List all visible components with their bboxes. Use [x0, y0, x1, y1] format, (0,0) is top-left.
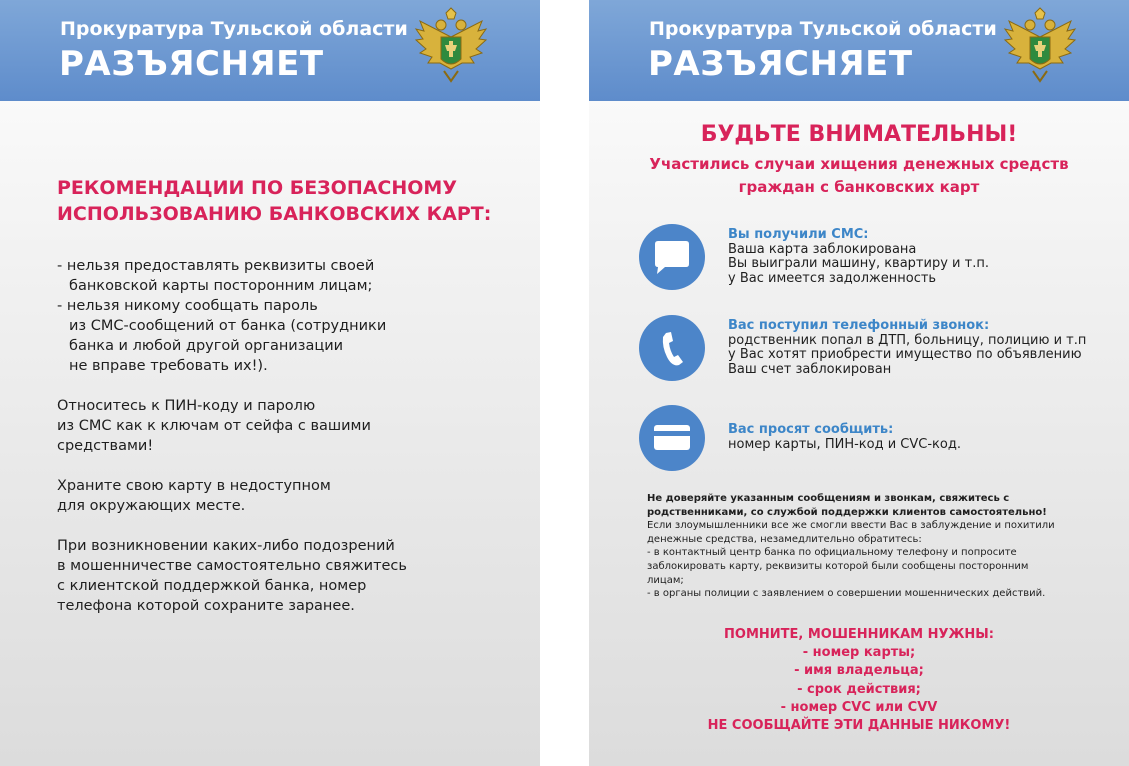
paragraph-line: Относитесь к ПИН-коду и паролю — [57, 398, 316, 414]
request-block — [728, 423, 1108, 452]
warning-bold-line: Не доверяйте указанным сообщениям и звонкам, свяжитесь с — [647, 493, 1010, 504]
left-leaflet-page — [0, 0, 540, 766]
phone-handset-icon — [639, 315, 705, 381]
rule-line: из СМС-сообщений от банка (сотрудники — [69, 318, 387, 334]
header-banner — [0, 0, 540, 101]
rule-line: - нельзя предоставлять реквизиты своей — [57, 258, 375, 274]
remember-line: - номер карты; — [802, 645, 916, 661]
block-line: у Вас имеется задолженность — [728, 270, 937, 286]
paragraph-store-card — [57, 476, 517, 516]
subtitle-line: Участились случаи хищения денежных средств — [649, 155, 1069, 173]
warning-line: - в органы полиции с заявлением о совершении мошеннических действий. — [647, 588, 1046, 600]
remember-line: - имя владельца; — [794, 663, 924, 679]
block-heading: Вы получили СМС: — [728, 227, 869, 242]
remember-line: - срок действия; — [797, 681, 921, 697]
eagle-emblem-icon — [1003, 7, 1077, 87]
remember-line: - номер CVC или CVV — [780, 699, 938, 715]
paragraph-line: с клиентской поддержкой банка, номер — [57, 578, 367, 594]
paragraph-pin — [57, 396, 517, 456]
warning-bold-line: родственниками, со службой поддержки клиентов самостоятельно! — [647, 506, 1047, 518]
paragraph-line: При возникновении каких-либо подозрений — [57, 538, 395, 554]
warning-line: денежные средства, незамедлительно обратитесь: — [647, 533, 922, 545]
rules-list — [57, 256, 517, 376]
sms-block — [728, 228, 1108, 286]
paragraph-line: из СМС как к ключам от сейфа с вашими — [57, 418, 371, 434]
paragraph-line: средствами! — [57, 438, 154, 454]
remember-line: ПОМНИТЕ, МОШЕННИКАМ НУЖНЫ: — [724, 627, 994, 642]
rule-line: банка и любой другой организации — [69, 338, 344, 354]
rule-line: банковской карты посторонним лицам; — [69, 278, 373, 294]
left-title-line: ИСПОЛЬЗОВАНИЮ БАНКОВСКИХ КАРТ: — [57, 203, 492, 225]
warning-line: заблокировать карту, реквизиты которой были сообщены посторонним — [647, 560, 1029, 572]
block-line: Ваш счет заблокирован — [728, 361, 892, 377]
block-line: родственник попал в ДТП, больницу, полицию и т.п — [728, 332, 1087, 348]
rule-line: не вправе требовать их!). — [69, 358, 268, 374]
right-leaflet-page — [589, 0, 1129, 766]
header-action: РАЗЪЯСНЯЕТ — [648, 44, 913, 84]
subtitle-line: граждан с банковских карт — [738, 178, 980, 196]
paragraph-line: телефона которой сохраните заранее. — [57, 598, 355, 614]
header-action: РАЗЪЯСНЯЕТ — [59, 44, 324, 84]
warning-line: - в контактный центр банка по официальному телефону и попросите — [647, 547, 1017, 559]
right-subtitle — [629, 153, 1089, 199]
header-banner — [589, 0, 1129, 101]
remember-line: НЕ СООБЩАЙТЕ ЭТИ ДАННЫЕ НИКОМУ! — [707, 718, 1011, 734]
warning-line: Если злоумышленники все же смогли ввести Вас в заблуждение и похитили — [647, 520, 1055, 532]
paragraph-line: для окружающих месте. — [57, 498, 246, 514]
paragraph-line: Храните свою карту в недоступном — [57, 478, 331, 494]
left-title — [57, 175, 517, 227]
block-line: Ваша карта заблокирована — [728, 241, 917, 257]
remember-block — [589, 626, 1129, 735]
block-line: Вы выиграли машину, квартиру и т.п. — [728, 256, 989, 271]
call-block — [728, 319, 1108, 377]
rule-line: - нельзя никому сообщать пароль — [57, 298, 318, 314]
paragraph-support — [57, 536, 517, 616]
warning-line: лицам; — [647, 574, 684, 586]
right-title: БУДЬТЕ ВНИМАТЕЛЬНЫ! — [700, 122, 1018, 147]
eagle-emblem-icon — [414, 7, 488, 87]
block-line: у Вас хотят приобрести имущество по объявлению — [728, 347, 1082, 362]
block-heading: Вас поступил телефонный звонок: — [728, 318, 990, 333]
list-item — [57, 296, 517, 376]
header-org: Прокуратура Тульской области — [60, 18, 408, 40]
header-org: Прокуратура Тульской области — [649, 18, 997, 40]
block-line: номер карты, ПИН-код и CVC-код. — [728, 436, 961, 452]
chat-bubble-icon — [639, 224, 705, 290]
warning-text — [647, 492, 1087, 601]
left-title-line: РЕКОМЕНДАЦИИ ПО БЕЗОПАСНОМУ — [57, 177, 457, 199]
paragraph-line: в мошенничестве самостоятельно свяжитесь — [57, 558, 407, 574]
bank-card-icon — [639, 405, 705, 471]
block-heading: Вас просят сообщить: — [728, 422, 894, 437]
list-item — [57, 256, 517, 296]
